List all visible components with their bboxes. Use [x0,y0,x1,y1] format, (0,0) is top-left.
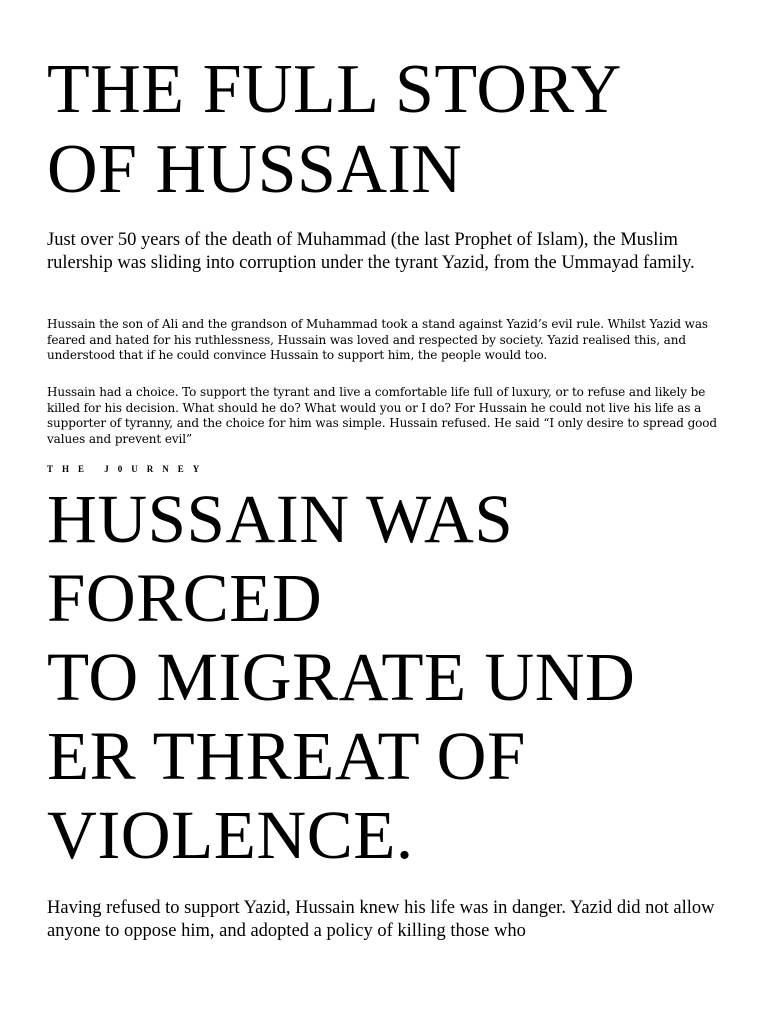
body-paragraph: Hussain had a choice. To support the tyrant and live a comfortable life full of luxury, or to refuse and likely be killed for his decision. What should he do? What would you or I do? For Hussain he could not live his life as a supporter of tyranny, and the choice for him was simple. Hussain refused. He said “I only desire to spread good values and prevent evil” [47,385,717,446]
title-line-1: THE FULL STORY [47,51,622,128]
body-paragraph: Hussain the son of Ali and the grandson of Muhammad took a stand against Yazid’s evil rule. Whilst Yazid was feared and hated for his ruthlessness, Hussain was loved and respected by society. Yazid realised this, and understood that if he could convince Hussain to support him, the people would too. [47,317,708,362]
headline-line: VIOLENCE. [47,797,414,873]
section-kicker: THE J0URNEY [47,464,209,474]
headline-line: FORCED [47,560,323,636]
section-headline [47,480,635,875]
document-title [47,50,622,210]
title-line-2: OF HUSSAIN [47,131,463,208]
headline-line: ER THREAT OF [47,718,526,794]
headline-line: HUSSAIN WAS [47,481,514,557]
closing-paragraph: Having refused to support Yazid, Hussain knew his life was in danger. Yazid did not allow anyone to oppose him, and adopted a policy of killing those who [47,898,715,941]
headline-line: TO MIGRATE UND [47,639,636,715]
lede-paragraph: Just over 50 years of the death of Muhammad (the last Prophet of Islam), the Muslim rulership was sliding into corruption under the tyrant Yazid, from the Ummayad family. [47,230,695,273]
